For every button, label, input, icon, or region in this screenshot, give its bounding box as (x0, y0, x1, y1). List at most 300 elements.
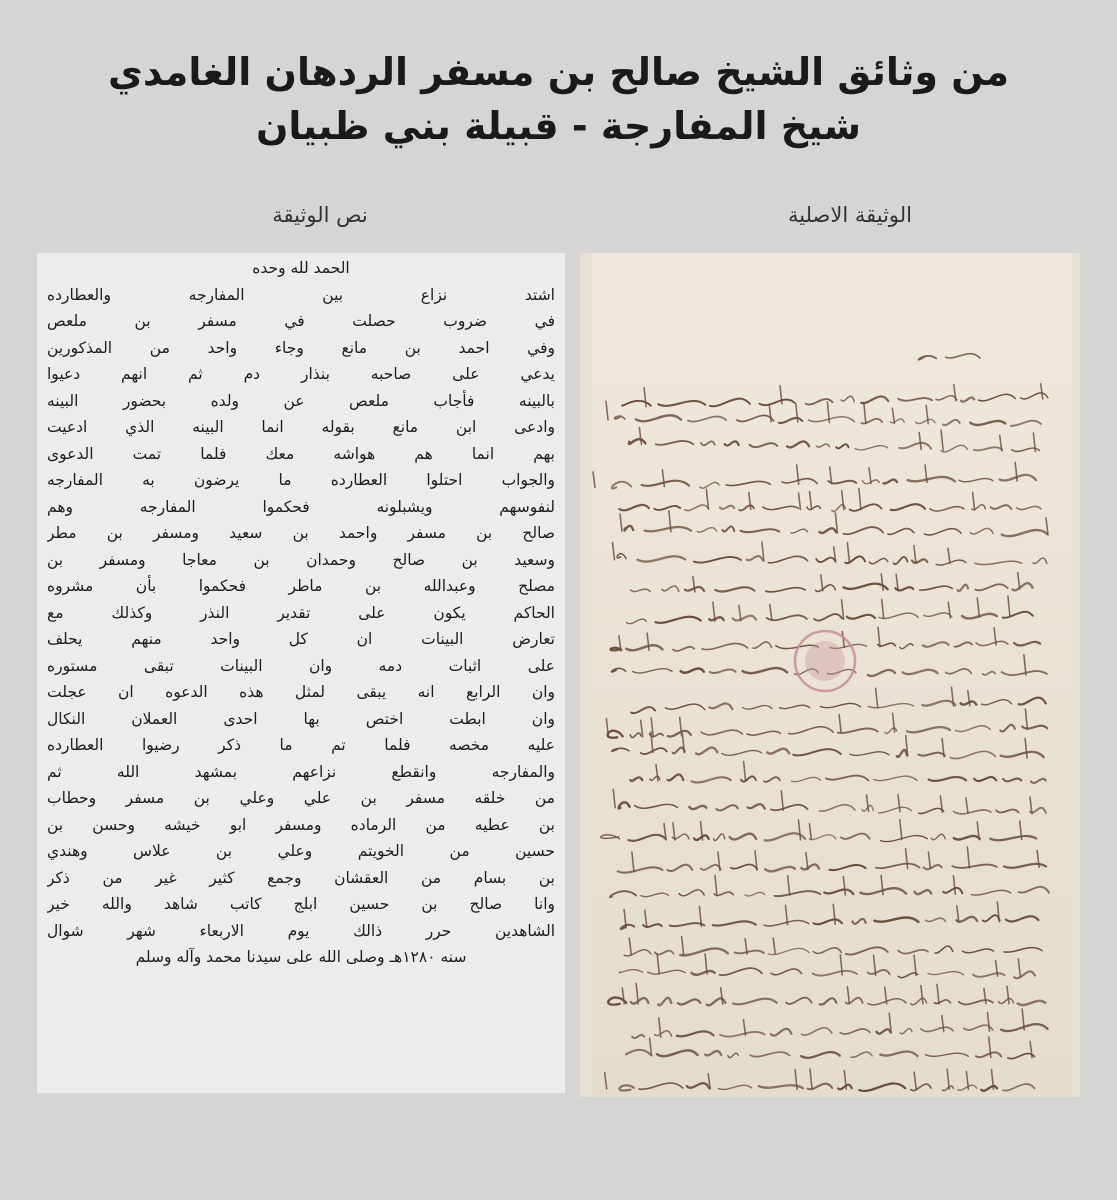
handwriting-stroke (948, 602, 950, 618)
handwriting-stroke (928, 972, 964, 975)
handwriting-stroke (954, 836, 980, 840)
handwriting-stroke (869, 468, 871, 484)
handwriting-stroke (847, 615, 875, 619)
handwriting-stroke (941, 445, 967, 452)
handwriting-stroke (796, 404, 798, 423)
handwriting-stroke (916, 419, 936, 423)
handwriting-stroke (789, 727, 834, 734)
handwriting-stroke (816, 585, 836, 592)
handwriting-stroke (668, 774, 684, 780)
handwriting-stroke (882, 599, 884, 618)
page-subtitle: شيخ المفارجة - قبيلة بني ظبيان (255, 104, 862, 148)
handwriting-stroke (828, 481, 856, 484)
handwriting-stroke (809, 835, 836, 840)
handwriting-stroke (861, 396, 888, 403)
handwriting-stroke (846, 947, 888, 954)
handwriting-stroke (1000, 725, 1015, 732)
handwriting-stroke (720, 968, 762, 975)
handwriting-stroke (958, 585, 968, 591)
handwriting-stroke (1003, 779, 1021, 782)
handwriting-stroke (925, 1053, 968, 1056)
handwriting-stroke (781, 791, 783, 811)
document-text-label: نص الوثيقة (272, 203, 368, 227)
handwriting-stroke (1002, 671, 1047, 675)
handwriting-stroke (641, 748, 667, 754)
handwriting-stroke (694, 557, 741, 563)
handwriting-stroke (1031, 779, 1046, 783)
handwriting-stroke (601, 835, 620, 839)
handwriting-stroke (810, 492, 812, 510)
document-line: صالح بن مسفر واحمد بن سعيد ومسفر بن مطر (47, 524, 555, 542)
handwriting-stroke (739, 505, 754, 510)
handwriting-stroke (605, 1073, 607, 1089)
document-line: وانا صالح بن حسين ابلج كاتب شاهد والله خير (47, 895, 555, 913)
handwriting-stroke (765, 833, 806, 840)
handwriting-stroke (631, 998, 649, 1004)
handwriting-stroke (1006, 916, 1038, 921)
handwriting-stroke (773, 938, 775, 954)
handwriting-stroke (612, 482, 631, 489)
handwriting-stroke (619, 802, 630, 808)
handwriting-stroke (639, 428, 641, 445)
handwriting-stroke (820, 703, 860, 707)
handwriting-stroke (658, 998, 671, 1005)
handwriting-stroke (771, 805, 808, 810)
document-line: وفي احمد بن مانع وجاء واحد من المذكورين (47, 338, 555, 357)
handwriting-stroke (824, 889, 853, 894)
seal-stamp (795, 631, 855, 691)
handwriting-stroke (769, 404, 771, 421)
handwriting-stroke (943, 888, 962, 893)
handwriting-stroke (748, 804, 765, 809)
handwriting-stroke (1022, 726, 1047, 729)
handwriting-stroke (826, 776, 868, 781)
handwriting-stroke (793, 749, 841, 755)
handwriting-stroke (759, 400, 794, 406)
handwriting-stroke (645, 910, 647, 927)
handwriting-stroke (771, 1029, 792, 1036)
handwriting-stroke (713, 921, 756, 925)
handwriting-stroke (864, 402, 866, 423)
handwriting-stroke (862, 419, 883, 424)
handwriting-stroke (931, 834, 945, 840)
handwriting-stroke (667, 865, 692, 871)
handwriting-stroke (833, 904, 835, 924)
handwriting-stroke (1019, 887, 1049, 893)
handwriting-stroke (924, 865, 942, 869)
handwriting-stroke (924, 529, 961, 535)
handwriting-stroke (842, 600, 844, 620)
handwriting-stroke (613, 543, 615, 560)
handwriting-stroke (768, 556, 807, 562)
handwriting-stroke (898, 973, 918, 978)
handwriting-stroke (633, 669, 672, 673)
handwriting-stroke (900, 1029, 912, 1034)
handwriting-stroke (721, 988, 723, 1004)
handwriting-stroke (801, 864, 819, 869)
handwriting-stroke (961, 701, 977, 704)
handwriting-stroke (821, 575, 823, 591)
handwriting-stroke (914, 1072, 916, 1089)
original-manuscript-image (580, 253, 1080, 1097)
handwriting-stroke (617, 554, 626, 559)
handwriting-stroke (619, 1085, 634, 1090)
handwriting-stroke (841, 396, 854, 402)
handwriting-stroke (733, 999, 777, 1005)
handwriting-stroke (639, 1083, 683, 1089)
handwriting-stroke (606, 401, 608, 420)
document-line: والجواب احتلوا العطارده ما يرضون به المفارجه (47, 471, 555, 489)
handwriting-stroke (716, 805, 737, 810)
handwriting-stroke (839, 715, 841, 733)
handwriting-stroke (950, 751, 995, 758)
handwriting-stroke (673, 647, 694, 651)
handwriting-stroke (974, 447, 1003, 450)
handwriting-stroke (624, 526, 633, 531)
document-line: على اثبات دمه وان البينات تبقى مستوره (47, 656, 555, 675)
handwriting-stroke (775, 891, 821, 896)
handwriting-stroke (922, 701, 955, 706)
handwriting-stroke (656, 441, 694, 445)
handwriting-stroke (673, 747, 685, 753)
document-line: الشاهدين حرر ذالك يوم الاربعاء شهر شوال (47, 921, 555, 940)
handwriting-stroke (701, 865, 721, 870)
document-line: سنه ١٢٨٠هـ وصلى الله على سيدنا محمد وآله وسلم (135, 948, 467, 966)
handwriting-stroke (766, 588, 806, 592)
handwriting-stroke (984, 989, 986, 1004)
handwriting-stroke (878, 627, 880, 647)
handwriting-stroke (1018, 573, 1020, 589)
handwriting-stroke (820, 998, 837, 1004)
handwriting-stroke (816, 444, 829, 447)
handwriting-stroke (747, 556, 763, 560)
handwriting-stroke (1001, 752, 1044, 757)
handwriting-stroke (636, 415, 681, 421)
handwriting-stroke (622, 988, 624, 1004)
handwriting-stroke (891, 504, 925, 510)
handwriting-stroke (975, 584, 1007, 590)
handwriting-stroke (749, 493, 751, 510)
handwriting-stroke (955, 642, 972, 646)
handwriting-stroke (792, 777, 821, 781)
handwriting-stroke (1008, 596, 1010, 617)
handwriting-stroke (780, 705, 810, 708)
handwriting-stroke (959, 1000, 993, 1004)
handwriting-stroke (959, 479, 993, 482)
handwriting-stroke (728, 1053, 738, 1057)
handwriting-stroke (612, 748, 629, 751)
handwriting-stroke (897, 750, 907, 757)
handwriting-stroke (956, 726, 991, 732)
document-line: في ضروب حصلت في مسفر بن ملعص (47, 312, 555, 330)
handwriting-stroke (632, 852, 634, 871)
handwriting-stroke (701, 730, 742, 735)
handwriting-stroke (908, 477, 955, 481)
handwriting-stroke (898, 950, 928, 954)
document-line: وان ابطت اختص بها احدى العملان النكال (47, 709, 555, 728)
handwriting-stroke (741, 529, 780, 532)
handwriting-stroke (842, 491, 844, 510)
handwriting-stroke (976, 641, 1008, 645)
handwriting-stroke (893, 713, 895, 732)
handwriting-stroke (718, 1085, 752, 1089)
handwriting-stroke (610, 891, 636, 897)
handwriting-stroke (787, 441, 809, 447)
handwriting-stroke (850, 504, 882, 511)
handwriting-stroke (644, 388, 646, 407)
handwriting-stroke (631, 707, 655, 713)
handwriting-stroke (801, 1052, 840, 1058)
handwriting-stroke (843, 877, 845, 895)
document-line: بالبينه فأجاب ملعص عن ولده بحضور البينه (47, 391, 555, 410)
handwriting-stroke (920, 586, 953, 590)
handwriting-stroke (928, 852, 930, 868)
handwriting-stroke (880, 1052, 917, 1057)
document-line: والمفارجه وانقطع نزاعهم بمشهد الله ثم (47, 762, 555, 781)
handwriting-stroke (919, 433, 921, 450)
handwriting-stroke (654, 506, 680, 510)
handwriting-stroke (898, 795, 900, 812)
handwriting-stroke (799, 493, 801, 509)
handwriting-stroke (632, 1035, 644, 1038)
document-line: بهم انما هم هواشه معك فلما تمت الدعوى (47, 444, 555, 463)
handwriting-stroke (692, 777, 731, 782)
handwriting-stroke (678, 999, 701, 1004)
handwriting-stroke (656, 765, 658, 781)
handwriting-stroke (636, 983, 638, 1004)
handwriting-stroke (977, 598, 979, 617)
handwriting-stroke (665, 704, 705, 710)
document-line: بن بسام من العقشان وجمع كثير غير من ذكر (47, 868, 555, 887)
document-line: مصلح وعبدالله بن ماطر فحكموا بأن مشروه (47, 577, 555, 595)
handwriting-stroke (1017, 506, 1041, 509)
handwriting-stroke (635, 804, 678, 808)
handwriting-stroke (697, 528, 716, 533)
handwriting-stroke (1007, 986, 1009, 1004)
handwriting-stroke (836, 444, 848, 448)
handwriting-stroke (641, 893, 669, 897)
handwriting-stroke (961, 398, 974, 402)
handwriting-stroke (915, 890, 932, 894)
handwriting-stroke (852, 919, 865, 924)
handwriting-stroke (618, 867, 663, 872)
handwriting-stroke (954, 810, 991, 814)
handwriting-stroke (647, 633, 649, 650)
handwriting-stroke (929, 777, 966, 781)
handwriting-stroke (656, 617, 701, 623)
handwriting-stroke (918, 753, 945, 756)
handwriting-stroke (788, 876, 790, 895)
handwriting-stroke (1018, 1001, 1045, 1005)
handwriting-stroke (771, 969, 802, 975)
handwriting-stroke (730, 834, 757, 840)
handwriting-stroke (820, 805, 855, 812)
handwriting-stroke (936, 396, 957, 400)
handwriting-stroke (844, 584, 888, 590)
handwriting-stroke (975, 561, 1022, 564)
handwriting-stroke (855, 446, 888, 450)
handwriting-stroke (859, 489, 861, 510)
handwriting-stroke (682, 734, 684, 753)
handwriting-stroke (743, 668, 788, 673)
handwriting-stroke (923, 642, 949, 647)
handwriting-stroke (956, 917, 977, 922)
handwriting-stroke (859, 1083, 905, 1091)
document-line: وسعيد بن صالح وحمدان بن معاجا ومسفر بن (47, 550, 555, 569)
handwriting-stroke (720, 1032, 765, 1037)
handwriting-stroke (1021, 393, 1048, 399)
handwriting-stroke (696, 748, 717, 755)
handwriting-stroke (702, 643, 748, 649)
handwriting-stroke (970, 528, 993, 534)
handwriting-stroke (912, 559, 927, 563)
document-line: تعارض البينات ان كل واحد منهم يحلف (47, 630, 555, 648)
handwriting-stroke (782, 479, 817, 484)
handwriting-stroke (801, 1028, 832, 1035)
handwriting-stroke (745, 892, 765, 896)
handwriting-stroke (907, 727, 950, 732)
handwriting-stroke (750, 443, 778, 447)
handwriting-stroke (879, 613, 918, 618)
handwriting-stroke (731, 864, 757, 869)
handwriting-stroke (876, 864, 920, 869)
handwriting-stroke (903, 670, 938, 674)
handwriting-stroke (880, 836, 927, 842)
handwriting-stroke (983, 672, 996, 675)
handwriting-stroke (934, 1000, 950, 1004)
page-title: من وثائق الشيخ صالح بن مسفر الردهان الغامدي (108, 50, 1009, 94)
handwriting-stroke (1030, 1041, 1032, 1057)
handwriting-stroke (946, 669, 972, 674)
handwriting-stroke (943, 420, 960, 425)
document-transcription-panel (37, 253, 565, 1093)
handwriting-stroke (687, 1083, 709, 1088)
handwriting-stroke (1013, 583, 1033, 590)
handwriting-stroke (899, 443, 931, 449)
handwriting-stroke (1003, 1084, 1035, 1091)
handwriting-stroke (868, 670, 895, 676)
handwriting-stroke (900, 820, 902, 840)
handwriting-stroke (838, 1085, 852, 1090)
handwriting-stroke (705, 1051, 721, 1055)
handwriting-stroke (979, 394, 1016, 401)
handwriting-stroke (982, 700, 1012, 705)
handwriting-stroke (615, 416, 625, 419)
handwriting-stroke (983, 915, 1000, 921)
handwriting-stroke (657, 1050, 698, 1056)
handwriting-stroke (877, 1029, 891, 1033)
handwriting-stroke (1004, 948, 1042, 953)
handwriting-stroke (1025, 709, 1027, 729)
handwriting-stroke (930, 507, 964, 511)
handwriting-stroke (888, 529, 914, 535)
document-line: عليه مخصه فلما تم ما ذكر رضيوا العطارده (47, 736, 555, 754)
handwriting-stroke (962, 949, 993, 953)
handwriting-stroke (718, 852, 720, 871)
handwriting-stroke (710, 399, 750, 407)
handwriting-stroke (1041, 384, 1043, 399)
handwriting-stroke (713, 602, 715, 621)
handwriting-stroke (847, 987, 849, 1004)
handwriting-stroke (953, 876, 955, 895)
handwriting-stroke (819, 528, 836, 533)
handwriting-stroke (935, 946, 953, 953)
handwriting-stroke (1008, 1054, 1035, 1059)
handwriting-stroke (743, 706, 772, 710)
handwriting-stroke (1011, 421, 1041, 426)
handwriting-stroke (988, 1013, 990, 1032)
handwriting-stroke (630, 777, 642, 780)
handwriting-stroke (710, 670, 736, 673)
handwriting-stroke (726, 481, 770, 485)
handwriting-stroke (725, 441, 739, 445)
handwriting-stroke (1019, 698, 1046, 705)
handwriting-stroke (954, 385, 956, 401)
handwriting-stroke (737, 415, 774, 421)
handwriting-stroke (709, 703, 732, 709)
handwriting-stroke (685, 505, 709, 511)
handwriting-stroke (657, 954, 659, 974)
handwriting-stroke (739, 605, 741, 620)
handwriting-stroke (662, 586, 679, 591)
handwriting-stroke (966, 798, 968, 813)
document-line: الحمد لله وحده (252, 259, 350, 277)
handwriting-stroke (813, 971, 857, 976)
handwriting-stroke (720, 506, 734, 509)
handwriting-stroke (797, 465, 799, 485)
handwriting-stroke (924, 613, 952, 617)
handwriting-stroke (973, 492, 975, 509)
handwriting-stroke (947, 1069, 949, 1089)
handwriting-stroke (682, 937, 684, 955)
handwriting-stroke (948, 548, 950, 563)
handwriting-stroke (619, 505, 648, 510)
handwriting-stroke (763, 506, 799, 509)
handwriting-stroke (638, 556, 686, 561)
handwriting-stroke (786, 998, 812, 1004)
handwriting-stroke (767, 615, 807, 620)
handwriting-stroke (688, 416, 726, 421)
handwriting-stroke (911, 1084, 931, 1091)
handwriting-stroke (943, 1086, 954, 1091)
handwriting-stroke (814, 614, 842, 620)
handwriting-stroke (868, 970, 890, 974)
handwriting-stroke (851, 1052, 872, 1057)
handwriting-stroke (946, 354, 980, 358)
handwriting-stroke (714, 834, 725, 841)
handwriting-stroke (990, 836, 1036, 840)
handwriting-stroke (630, 733, 641, 738)
handwriting-stroke (645, 527, 692, 531)
handwriting-stroke (918, 356, 936, 360)
document-line: الحاكم يكون على تقدير النذر وكذلك مع (47, 603, 555, 622)
handwriting-stroke (868, 704, 913, 708)
handwriting-stroke (806, 853, 808, 870)
original-document-label: الوثيقة الاصلية (787, 203, 912, 227)
handwriting-stroke (941, 430, 943, 450)
document-line: اشتد نزاع بين المفارجه والعطارده (47, 285, 555, 304)
handwriting-stroke (973, 973, 1005, 977)
handwriting-stroke (967, 847, 969, 868)
handwriting-stroke (722, 751, 762, 756)
handwriting-stroke (996, 809, 1018, 812)
handwriting-stroke (689, 806, 706, 809)
handwriting-stroke (900, 644, 913, 649)
handwriting-stroke (1018, 959, 1020, 977)
handwriting-stroke (626, 1050, 651, 1055)
document-line: يدعي على صاحبه بنذار دم ثم انهم دعيوا (47, 365, 555, 383)
handwriting-stroke (593, 472, 595, 488)
